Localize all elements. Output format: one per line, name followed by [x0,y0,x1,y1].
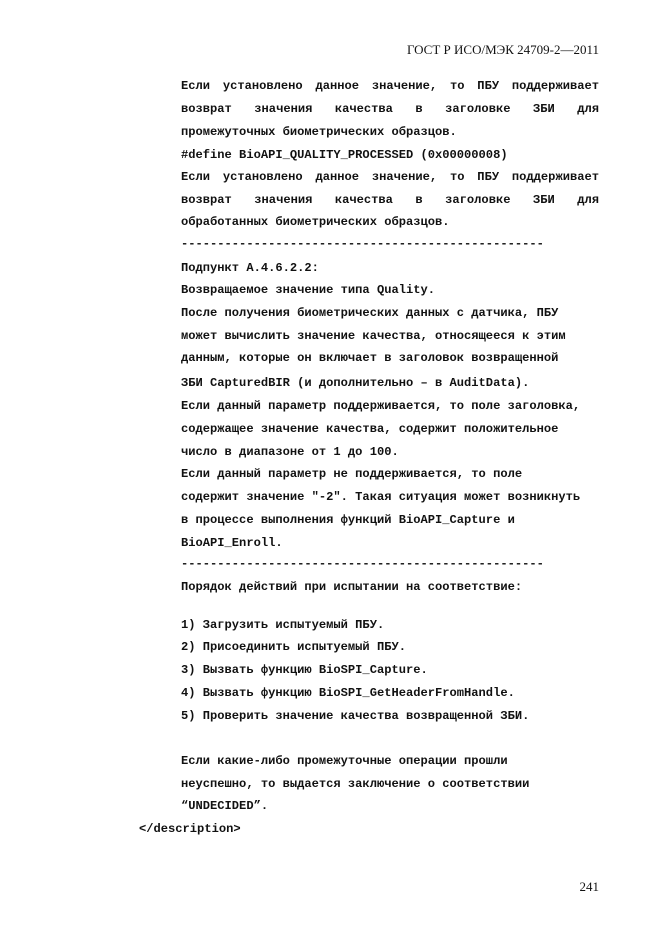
separator-line: -------------------------------------------------- [181,237,544,251]
step-item: 1) Загрузить испытуемый ПБУ. [181,618,385,632]
text-line: Если какие-либо промежуточные операции прошли [181,754,508,768]
page-number: 241 [579,879,599,894]
text-line: После получения биометрических данных с датчика, ПБУ [181,306,559,320]
text-line: неуспешно, то выдается заключение о соответствии [181,777,530,791]
text-line: может вычислить значение качества, относящееся к этим [181,329,566,343]
text-line: содержит значение "-2". Такая ситуация может возникнуть [181,490,581,504]
text-line: Возвращаемое значение типа Quality. [181,283,436,297]
text-line: возврат значения качества в заголовке ЗБИ для [181,102,599,116]
text-line: Порядок действий при испытании на соответствие: [181,580,523,594]
step-item: 2) Присоединить испытуемый ПБУ. [181,640,406,654]
text-line: содержащее значение качества, содержит положительное [181,422,559,436]
step-item: 4) Вызвать функцию BioSPI_GetHeaderFromHandle. [181,686,515,700]
step-item: 3) Вызвать функцию BioSPI_Capture. [181,663,428,677]
text-line: число в диапазоне от 1 до 100. [181,445,399,459]
running-header: ГОСТ Р ИСО/МЭК 24709-2—2011 [406,42,599,57]
text-line: данным, которые он включает в заголовок возвращенной [181,351,559,365]
text-line: Если данный параметр поддерживается, то поле заголовка, [181,399,581,413]
text-line: Подпункт А.4.6.2.2: [181,261,319,275]
separator-line: -------------------------------------------------- [181,557,544,571]
text-line: промежуточных биометрических образцов. [181,125,457,139]
step-item: 5) Проверить значение качества возвращенной ЗБИ. [181,709,530,723]
closing-tag: </description> [139,822,241,836]
text-line: #define BioAPI_QUALITY_PROCESSED (0x00000008) [181,148,508,162]
text-line: обработанных биометрических образцов. [181,215,450,229]
text-line: Если данный параметр не поддерживается, то поле [181,467,523,481]
text-line: “UNDECIDED”. [181,799,269,813]
text-line: BioAPI_Enroll. [181,536,283,550]
text-line: Если установлено данное значение, то ПБУ поддерживает [181,170,599,184]
text-line: в процессе выполнения функций BioAPI_Capture и [181,513,515,527]
text-line: ЗБИ CapturedBIR (и дополнительно – в AuditData). [181,376,530,390]
text-line: Если установлено данное значение, то ПБУ поддерживает [181,79,599,93]
text-line: возврат значения качества в заголовке ЗБИ для [181,193,599,207]
